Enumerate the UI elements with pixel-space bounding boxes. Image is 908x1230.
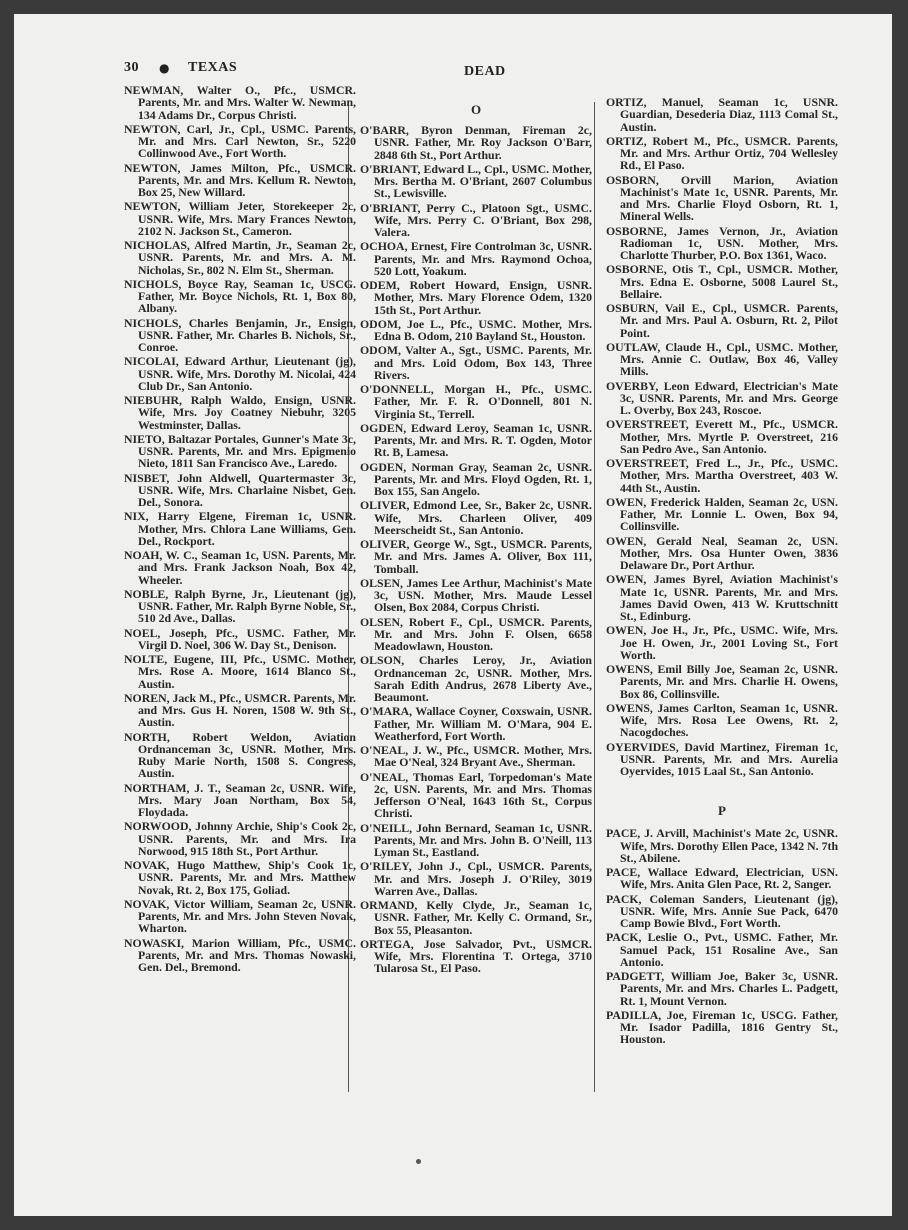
casualty-entry: OWEN, Joe H., Jr., Pfc., USMC. Wife, Mrs. Joe H. Owen, Jr., 2001 Loving St., Fort Worth. bbox=[606, 623, 838, 662]
column-divider-right bbox=[594, 102, 595, 1092]
column-3-list-p bbox=[606, 827, 838, 1045]
casualty-entry: NOEL, Joseph, Pfc., USMC. Father, Mr. Virgil D. Noel, 306 W. Day St., Denison. bbox=[124, 625, 356, 652]
casualty-entry: OCHOA, Ernest, Fire Controlman 3c, USNR. Parents, Mr. and Mrs. Raymond Ochoa, 520 Lott, Yoakum. bbox=[360, 239, 592, 278]
page-number: 30 bbox=[124, 60, 139, 75]
casualty-entry: OWEN, Frederick Halden, Seaman 2c, USN. Father, Mr. Lonnie L. Owen, Box 94, Collinsville. bbox=[606, 494, 838, 534]
casualty-entry: OLIVER, Edmond Lee, Sr., Baker 2c, USNR. Wife, Mrs. Charleen Oliver, 409 Meerscheidt St., San Antonio. bbox=[360, 498, 592, 537]
column-3-list-o bbox=[606, 96, 838, 777]
casualty-entry: OVERSTREET, Everett M., Pfc., USMCR. Mother, Mrs. Myrtle P. Overstreet, 216 San Pedro Ave., San Antonio. bbox=[606, 417, 838, 456]
casualty-entry: NORTH, Robert Weldon, Aviation Ordnanceman 3c, USNR. Mother, Mrs. Ruby Marie North, 1508 S. Congress, Austin. bbox=[124, 729, 356, 781]
casualty-entry: O'MARA, Wallace Coyner, Coxswain, USNR. Father, Mr. William M. O'Mara, 904 E. Weatherford, Fort Worth. bbox=[360, 704, 592, 743]
casualty-entry: NICHOLAS, Alfred Martin, Jr., Seaman 2c, USNR. Parents, Mr. and Mrs. A. M. Nicholas, Sr., 802 N. Elm St., Sherman. bbox=[124, 238, 356, 277]
casualty-entry: NORWOOD, Johnny Archie, Ship's Cook 2c, USNR. Parents, Mr. and Mrs. Ira Norwood, 915 18th St., Port Arthur. bbox=[124, 819, 356, 858]
casualty-entry: ORTIZ, Robert M., Pfc., USMCR. Parents, Mr. and Mrs. Arthur Ortiz, 704 Wellesley Rd., El Paso. bbox=[606, 133, 838, 173]
casualty-entry: ODOM, Joe L., Pfc., USMC. Mother, Mrs. Edna B. Odom, 210 Bayland St., Houston. bbox=[360, 316, 592, 343]
casualty-entry: OWEN, Gerald Neal, Seaman 2c, USN. Mother, Mrs. Osa Hunter Owen, 3836 Delaware Dr., Port Arthur. bbox=[606, 533, 838, 572]
casualty-entry: NOWASKI, Marion William, Pfc., USMC. Parents, Mr. and Mrs. Thomas Nowaski, Gen. Del., Bremond. bbox=[124, 935, 356, 974]
casualty-entry: NIETO, Baltazar Portales, Gunner's Mate 3c, USNR. Parents, Mr. and Mrs. Epigmenio Nieto, 1811 San Francisco Ave., Laredo. bbox=[124, 431, 356, 471]
casualty-entry: OSBORNE, Otis T., Cpl., USMCR. Mother, Mrs. Edna E. Osborne, 5008 Laurel St., Bellaire. bbox=[606, 262, 838, 301]
section-heading-o: O bbox=[470, 102, 482, 117]
casualty-entry: ODOM, Valter A., Sgt., USMC. Parents, Mr. and Mrs. Loid Odom, Box 143, Three Rivers. bbox=[360, 343, 592, 382]
header-bullet: ● bbox=[159, 61, 170, 75]
casualty-entry: ORMAND, Kelly Clyde, Jr., Seaman 1c, USNR. Father, Mr. Kelly C. Ormand, Sr., Box 55, Pleasanton. bbox=[360, 898, 592, 937]
casualty-entry: OGDEN, Edward Leroy, Seaman 1c, USNR. Parents, Mr. and Mrs. R. T. Ogden, Motor Rt. B, Lamesa. bbox=[360, 420, 592, 460]
casualty-entry: NOBLE, Ralph Byrne, Jr., Lieutenant (jg), USNR. Father, Mr. Ralph Byrne Noble, Sr., 510 2d Ave., Dallas. bbox=[124, 586, 356, 626]
casualty-entry: OWENS, James Carlton, Seaman 1c, USNR. Wife, Mrs. Rosa Lee Owens, Rt. 2, Nacogdoches. bbox=[606, 700, 838, 740]
casualty-entry: O'RILEY, John J., Cpl., USMCR. Parents, Mr. and Mrs. Joseph J. O'Riley, 3019 Warren Ave., Dallas. bbox=[360, 859, 592, 898]
casualty-entry: OLSON, Charles Leroy, Jr., Aviation Ordnanceman 2c, USNR. Mother, Mrs. Sarah Edith Andrus, 2678 Liberty Ave., Beaumont. bbox=[360, 653, 592, 704]
casualty-entry: NIX, Harry Elgene, Fireman 1c, USNR. Mother, Mrs. Chlora Lane Williams, Gen. Del., Rockport. bbox=[124, 509, 356, 548]
casualty-entry: PACE, Wallace Edward, Electrician, USN. Wife, Mrs. Anita Glen Pace, Rt. 2, Sanger. bbox=[606, 865, 838, 892]
casualty-entry: NOLTE, Eugene, III, Pfc., USMC. Mother, Mrs. Rose A. Moore, 1614 Blanco St., Austin. bbox=[124, 652, 356, 691]
casualty-entry: OVERBY, Leon Edward, Electrician's Mate 3c, USNR. Parents, Mr. and Mrs. George L. Overby, Box 243, Roscoe. bbox=[606, 378, 838, 417]
casualty-entry: OLIVER, George W., Sgt., USMCR. Parents, Mr. and Mrs. James A. Oliver, Box 111, Tomball. bbox=[360, 537, 592, 576]
casualty-entry: NISBET, John Aldwell, Quartermaster 3c, USNR. Wife, Mrs. Charlaine Nisbet, Gen. Del., Sonora. bbox=[124, 470, 356, 509]
casualty-entry: NOREN, Jack M., Pfc., USMCR. Parents, Mr. and Mrs. Gus H. Noren, 1508 W. 9th St., Austin. bbox=[124, 690, 356, 730]
casualty-entry: NIEBUHR, Ralph Waldo, Ensign, USNR. Wife, Mrs. Joy Coatney Niebuhr, 3205 Westminster, Dallas. bbox=[124, 393, 356, 432]
casualty-entry: PADILLA, Joe, Fireman 1c, USCG. Father, Mr. Isador Padilla, 1816 Gentry St., Houston. bbox=[606, 1007, 838, 1047]
casualty-entry: OWENS, Emil Billy Joe, Seaman 2c, USNR. Parents, Mr. and Mrs. Charlie H. Owens, Box 86, Collinsville. bbox=[606, 662, 838, 701]
page-dot bbox=[416, 1159, 421, 1164]
column-1 bbox=[124, 84, 356, 975]
casualty-entry: OSBORN, Orvill Marion, Aviation Machinist's Mate 1c, USNR. Parents, Mr. and Mrs. Charlie Floyd Osborn, Rt. 1, Mineral Wells. bbox=[606, 172, 838, 224]
casualty-entry: NICHOLS, Charles Benjamin, Jr., Ensign, USNR. Father, Mr. Charles B. Nichols, Sr., Conroe. bbox=[124, 315, 356, 354]
document-page bbox=[14, 14, 892, 1216]
column-2-list bbox=[360, 124, 592, 975]
casualty-entry: O'BARR, Byron Denman, Fireman 2c, USNR. Father, Mr. Roy Jackson O'Barr, 2848 6th St., Port Arthur. bbox=[360, 123, 592, 162]
casualty-entry: NICHOLS, Boyce Ray, Seaman 1c, USCG. Father, Mr. Boyce Nichols, Rt. 1, Box 80, Albany. bbox=[124, 276, 356, 316]
casualty-entry: NOVAK, Hugo Matthew, Ship's Cook 1c, USNR. Parents, Mr. and Mrs. Matthew Novak, Rt. 2, Box 175, Goliad. bbox=[124, 858, 356, 897]
casualty-entry: NEWMAN, Walter O., Pfc., USMCR. Parents, Mr. and Mrs. Walter W. Newman, 134 Adams Dr., Corpus Christi. bbox=[124, 83, 356, 122]
casualty-entry: OVERSTREET, Fred L., Jr., Pfc., USMC. Mother, Mrs. Martha Overstreet, 403 W. 44th St., Austin. bbox=[606, 456, 838, 495]
casualty-entry: O'DONNELL, Morgan H., Pfc., USMC. Father, Mr. F. R. O'Donnell, 801 N. Virginia St., Terrell. bbox=[360, 382, 592, 421]
casualty-entry: OGDEN, Norman Gray, Seaman 2c, USNR. Parents, Mr. and Mrs. Floyd Ogden, Rt. 1, Box 155, San Angelo. bbox=[360, 459, 592, 498]
casualty-entry: O'BRIANT, Edward L., Cpl., USMC. Mother, Mrs. Bertha M. O'Briant, 2607 Columbus St., Lewisville. bbox=[360, 161, 592, 201]
casualty-entry: O'NEAL, J. W., Pfc., USMCR. Mother, Mrs. Mae O'Neal, 324 Bryant Ave., Sherman. bbox=[360, 743, 592, 770]
casualty-entry: NEWTON, James Milton, Pfc., USMCR. Parents, Mr. and Mrs. Kellum R. Newton, Box 25, New Willard. bbox=[124, 160, 356, 199]
page-state-label: TEXAS bbox=[188, 60, 238, 75]
casualty-entry: O'NEILL, John Bernard, Seaman 1c, USNR. Parents, Mr. and Mrs. John B. O'Neill, 113 Lyman St., Eastland. bbox=[360, 820, 592, 859]
casualty-entry: OLSEN, Robert F., Cpl., USMCR. Parents, Mr. and Mrs. John F. Olsen, 6658 Meadowlawn, Houston. bbox=[360, 614, 592, 653]
casualty-entry: PACK, Coleman Sanders, Lieutenant (jg), USNR. Wife, Mrs. Annie Sue Pack, 6470 Camp Bowie Blvd., Fort Worth. bbox=[606, 891, 838, 930]
casualty-entry: OWEN, James Byrel, Aviation Machinist's Mate 1c, USNR. Parents, Mr. and Mrs. James David Owen, 413 W. Kruttschnitt St., Edinburg. bbox=[606, 572, 838, 623]
casualty-entry: NEWTON, Carl, Jr., Cpl., USMC. Parents, Mr. and Mrs. Carl Newton, Sr., 5220 Collinwood Ave., Fort Worth. bbox=[124, 121, 356, 161]
casualty-entry: OLSEN, James Lee Arthur, Machinist's Mate 3c, USN. Mother, Mrs. Maude Lessel Olsen, Box 2084, Corpus Christi. bbox=[360, 575, 592, 615]
casualty-entry: ORTEGA, Jose Salvador, Pvt., USMCR. Wife, Mrs. Florentina T. Ortega, 3710 Tularosa St., El Paso. bbox=[360, 936, 592, 976]
casualty-entry: NOAH, W. C., Seaman 1c, USN. Parents, Mr. and Mrs. Frank Jackson Noah, Box 42, Wheeler. bbox=[124, 548, 356, 587]
page-title: DEAD bbox=[464, 64, 506, 79]
casualty-entry: OSBURN, Vail E., Cpl., USMCR. Parents, Mr. and Mrs. Paul A. Osburn, Rt. 2, Pilot Point. bbox=[606, 301, 838, 340]
casualty-entry: OYERVIDES, David Martinez, Fireman 1c, USNR. Parents, Mr. and Mrs. Aurelia Oyervides, 1015 Laal St., San Antonio. bbox=[606, 739, 838, 778]
casualty-entry: NOVAK, Victor William, Seaman 2c, USNR. Parents, Mr. and Mrs. John Steven Novak, Wharton. bbox=[124, 896, 356, 936]
column-1-list bbox=[124, 84, 356, 973]
casualty-entry: OUTLAW, Claude H., Cpl., USMC. Mother, Mrs. Annie C. Outlaw, Box 46, Valley Mills. bbox=[606, 339, 838, 379]
casualty-entry: ORTIZ, Manuel, Seaman 1c, USNR. Guardian, Desederia Diaz, 1113 Comal St., Austin. bbox=[606, 95, 838, 134]
casualty-entry: ODEM, Robert Howard, Ensign, USNR. Mother, Mrs. Mary Florence Odem, 1320 15th St., Port Arthur. bbox=[360, 278, 592, 317]
casualty-entry: PACE, J. Arvill, Machinist's Mate 2c, USNR. Wife, Mrs. Dorothy Ellen Pace, 1342 N. 7th St., Abilene. bbox=[606, 826, 838, 865]
casualty-entry: NEWTON, William Jeter, Storekeeper 2c, USNR. Wife, Mrs. Mary Frances Newton, 2102 N. Jackson St., Cameron. bbox=[124, 199, 356, 238]
column-2 bbox=[360, 102, 592, 977]
casualty-entry: O'NEAL, Thomas Earl, Torpedoman's Mate 2c, USN. Parents, Mr. and Mrs. Thomas Jefferson O'Neal, 1643 16th St., Corpus Christi. bbox=[360, 769, 592, 821]
casualty-entry: OSBORNE, James Vernon, Jr., Aviation Radioman 1c, USN. Mother, Mrs. Charlotte Thurber, P.O. Box 1361, Waco. bbox=[606, 223, 838, 262]
column-3 bbox=[606, 96, 838, 1048]
casualty-entry: O'BRIANT, Perry C., Platoon Sgt., USMC. Wife, Mrs. Perry C. O'Briant, Box 298, Valera. bbox=[360, 200, 592, 239]
casualty-entry: NICOLAI, Edward Arthur, Lieutenant (jg), USNR. Wife, Mrs. Dorothy M. Nicolai, 424 Club Dr., San Antonio. bbox=[124, 354, 356, 393]
section-heading-p: P bbox=[718, 803, 726, 819]
casualty-entry: PACK, Leslie O., Pvt., USMC. Father, Mr. Samuel Pack, 151 Rosaline Ave., San Antonio. bbox=[606, 930, 838, 969]
casualty-entry: PADGETT, William Joe, Baker 3c, USNR. Parents, Mr. and Mrs. Charles L. Padgett, Rt. 1, Mount Vernon. bbox=[606, 969, 838, 1008]
casualty-entry: NORTHAM, J. T., Seaman 2c, USNR. Wife, Mrs. Mary Joan Northam, Box 54, Floydada. bbox=[124, 780, 356, 819]
